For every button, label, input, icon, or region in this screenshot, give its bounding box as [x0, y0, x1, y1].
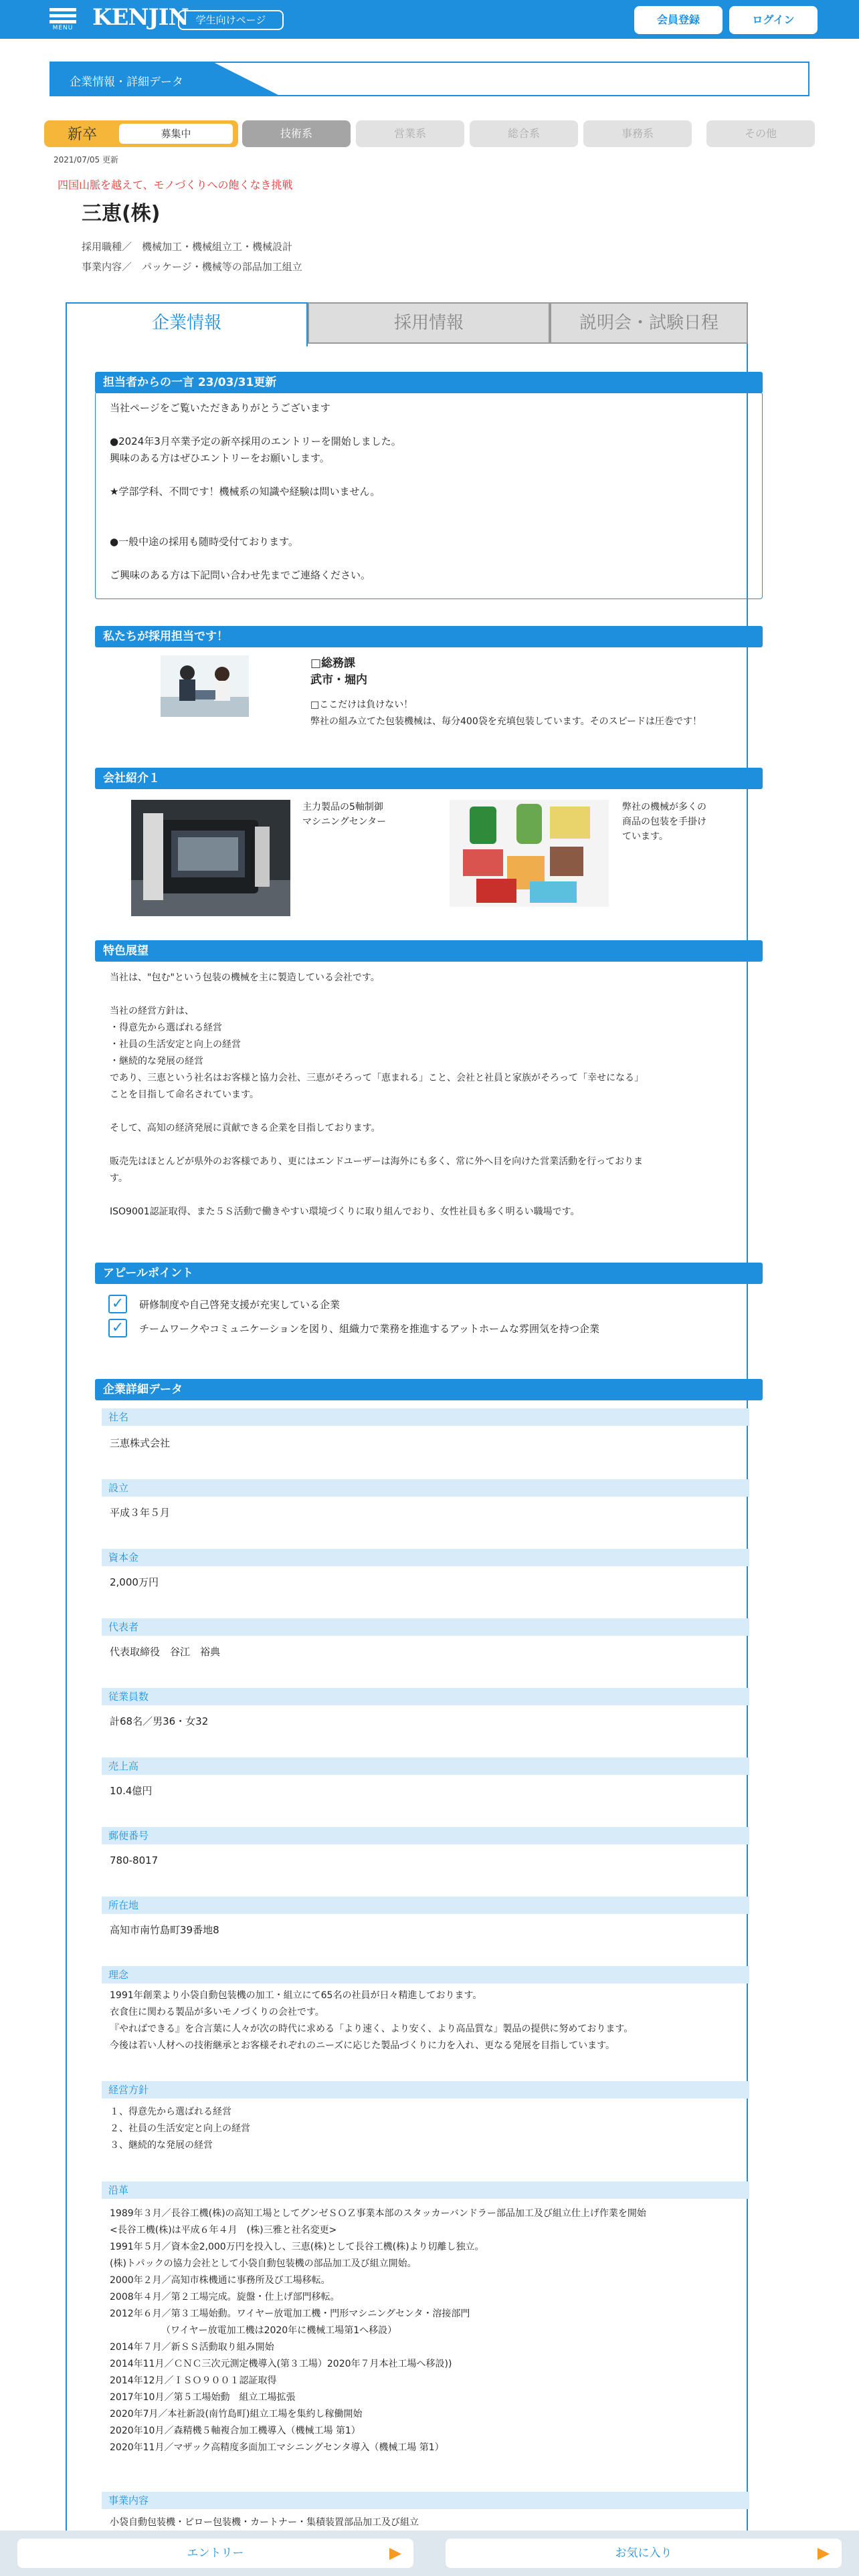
site-header [0, 0, 859, 39]
entry-label: エントリー [187, 2547, 244, 2560]
company-name: 三恵(株) [82, 202, 161, 225]
favorite-label: お気に入り [615, 2547, 672, 2560]
updated-date: 2021/07/05 更新 [54, 155, 118, 165]
detail-value-sales: 10.4億円 [110, 1785, 153, 1797]
intro-caption-1: 主力製品の5軸制御 マシニングセンター [302, 802, 387, 827]
detail-label-founded: 設立 [102, 1479, 749, 1497]
register-button[interactable]: 会員登録 [634, 6, 723, 34]
tab-company-info[interactable]: 企業情報 [66, 302, 308, 346]
category-technical[interactable]: 技術系 [242, 120, 351, 147]
appeal-item-1: 研修制度や自己啓発支援が充実している企業 [139, 1299, 341, 1311]
new-grad-badge [44, 120, 238, 147]
detail-label-philosophy: 理念 [102, 1966, 749, 1983]
login-button[interactable]: ログイン [729, 6, 818, 34]
recruiter-dept: □総務課 [310, 657, 356, 670]
recruiter-photo [161, 655, 249, 717]
page-heading: 企業情報・詳細データ [70, 76, 183, 89]
catch-copy: 四国山脈を越えて、モノづくりへの飽くなき挑戦 [58, 179, 293, 191]
details-title: 企業詳細データ [95, 1379, 763, 1400]
intro-title: 会社紹介１ [95, 768, 763, 789]
packaged-products-photo [450, 800, 609, 907]
features-body: 当社は、"包む"という包装の機械を主に製造している会社です。 当社の経営方針は、 ・得意先から選ばれる経営 ・社員の生活安定と向上の経営 ・継続的な発展の経営 であり、三恵という社名はお客様と協力会社、三恵がそろって「恵まれる」こと、会社と社員と家族がそろって「幸せになる」 ことを目指して命名されています。 そして、高知の経済発展に貢献できる企業を目指しております。 販売先はほとんどが県外のお客様であり、更にはエンドユーザーは海外にも多く、常に外へ目を向けた営業活動を行っておりま す。 ISO9001認証取得、また５Ｓ活動で働きやすい環境づくりに取り組んでおり、女性社員も多く明るい職場です。 [110, 972, 644, 1217]
detail-value-address: 高知市南竹島町39番地8 [110, 1924, 219, 1936]
entry-button[interactable] [17, 2539, 413, 2568]
detail-value-capital: 2,000万円 [110, 1576, 159, 1588]
detail-value-philosophy: 1991年創業より小袋自動包装機の加工・組立にて65名の社員が日々精進しております。 衣食住に関わる製品が多いモノづくりの会社です。 『やればできる』を合言葉に人々が次の時代に求める「より速く、より安く、より高品質な」製品の提供に努めております。 今後は若い人材への技術継承とお客様それぞれのニーズに応じた製品づくりに力を入れ、更なる発展を目指しています。 [110, 1990, 634, 2051]
page-heading-banner [50, 62, 809, 96]
detail-value-name: 三恵株式会社 [110, 1437, 171, 1449]
detail-label-sales: 売上高 [102, 1757, 749, 1775]
play-arrow-icon [389, 2548, 401, 2560]
intro-caption-2: 弊社の機械が多くの 商品の包装を手掛け ています。 [622, 802, 706, 842]
detail-value-representative: 代表取締役 谷江 裕典 [110, 1646, 221, 1658]
check-icon: ✓ [108, 1295, 127, 1313]
detail-label-postal: 郵便番号 [102, 1827, 749, 1844]
appeal-item-2: チームワークやコミュニケーションを図り、組織力で業務を推進するアットホームな雰囲気を持つ企業 [139, 1323, 600, 1335]
recruiter-body: □ここだけは負けない！ 弊社の組み立てた包装機械は、毎分400袋を充填包装しています。そのスピードは圧巻です！ [310, 700, 702, 727]
detail-value-history: 1989年３月／長谷工機(株)の高知工場としてグンゼＳＯＺ事業本部のスタッカーバンドラー部品加工及び組立仕上げ作業を開始 <長谷工機(株)は平成６年４月 (株)三雅と社名変更> 1991年５月／資本金2,000万円を投入し、三恵(株)として長谷工機(株)より切離し独立。 (株)トパックの協力会社として小袋自動包装機の部品加工及び組立開始。 2000年２月／高知市株機通に事務所及び工場移転。 2008年４月／第２工場完成。旋盤・仕上げ部門移転。 2012年６月／第３工場始動。ワイヤー放電加工機・門形マシニングセンタ・溶接部門 （ワイヤー放電加工機は2020年に機械工場第1へ移設） 2014年７月／新ＳＳ活動取り組み開始 2014年11月／ＣＮＣ三次元測定機導入(第３工場）2020年７月本社工場へ移設)) 2014年12月／ＩＳＯ９００１認証取得 2017年10月／第５工場始動 組立工場拡張 2020年7月／本社新設(南竹島町)組立工場を集約し稼働開始 2020年10月／森精機５軸複合加工機導入（機械工場 第1） 2020年11月／マザック高精度多面加工マシニングセンタ導入（機械工場 第1） [110, 2208, 646, 2453]
message-body: 当社ページをご覧いただきありがとうございます ●2024年3月卒業予定の新卒採用のエントリーを開始しました。 興味のある方はぜひエントリーをお願いします。 ★学部学科、不問です！機械系の知識や経験は問いません。 ●一般中途の採用も随時受付ております。 ご興味のある方は下記問い合わせ先までご連絡ください。 [110, 402, 401, 581]
category-general[interactable]: 総合系 [470, 120, 578, 147]
detail-label-history: 沿革 [102, 2181, 749, 2199]
menu-label: MENU [52, 25, 74, 31]
detail-label-business: 事業内容 [102, 2492, 749, 2509]
tab-events[interactable]: 説明会・試験日程 [550, 302, 748, 344]
machining-center-photo [131, 800, 290, 916]
job-types: 採用職種／ 機械加工・機械組立工・機械設計 [82, 241, 293, 253]
detail-label-representative: 代表者 [102, 1618, 749, 1636]
message-title: 担当者からの一言 23/03/31更新 [95, 372, 763, 393]
category-sales[interactable]: 営業系 [356, 120, 464, 147]
recruiting-status: 募集中 [119, 124, 233, 144]
detail-label-address: 所在地 [102, 1897, 749, 1914]
site-logo[interactable]: KENJIN [92, 4, 189, 31]
business-summary: 事業内容／ パッケージ・機械等の部品加工組立 [82, 261, 302, 273]
category-other[interactable]: その他 [706, 120, 815, 147]
play-arrow-icon [818, 2548, 830, 2560]
detail-value-founded: 平成３年５月 [110, 1507, 171, 1519]
tab-bar [66, 302, 748, 344]
tab-recruitment[interactable]: 採用情報 [308, 302, 550, 344]
features-title: 特色展望 [95, 940, 763, 962]
detail-value-employees: 計68名／男36・女32 [110, 1715, 209, 1727]
detail-label-policy: 経営方針 [102, 2081, 749, 2099]
detail-label-name: 社名 [102, 1408, 749, 1426]
detail-label-capital: 資本金 [102, 1549, 749, 1566]
student-page-button[interactable]: 学生向けページ [178, 10, 284, 30]
hamburger-menu-icon[interactable] [48, 5, 78, 35]
detail-label-employees: 従業員数 [102, 1688, 749, 1705]
detail-value-business: 小袋自動包装機・ピロー包装機・カートナー・集積装置部品加工及び組立 [110, 2517, 419, 2528]
category-clerical[interactable]: 事務系 [583, 120, 692, 147]
recruiter-title: 私たちが採用担当です！ [95, 626, 763, 647]
appeal-title: アピールポイント [95, 1263, 763, 1284]
sticky-footer [0, 2531, 859, 2576]
new-grad-label: 新卒 [67, 126, 97, 143]
favorite-button[interactable] [446, 2539, 842, 2568]
detail-value-postal: 780-8017 [110, 1854, 159, 1866]
check-icon: ✓ [108, 1319, 127, 1337]
detail-value-policy: １、得意先から選ばれる経営 ２、社員の生活安定と向上の経営 ３、継続的な発展の経営 [110, 2107, 250, 2151]
recruiter-names: 武市・堀内 [310, 673, 367, 687]
